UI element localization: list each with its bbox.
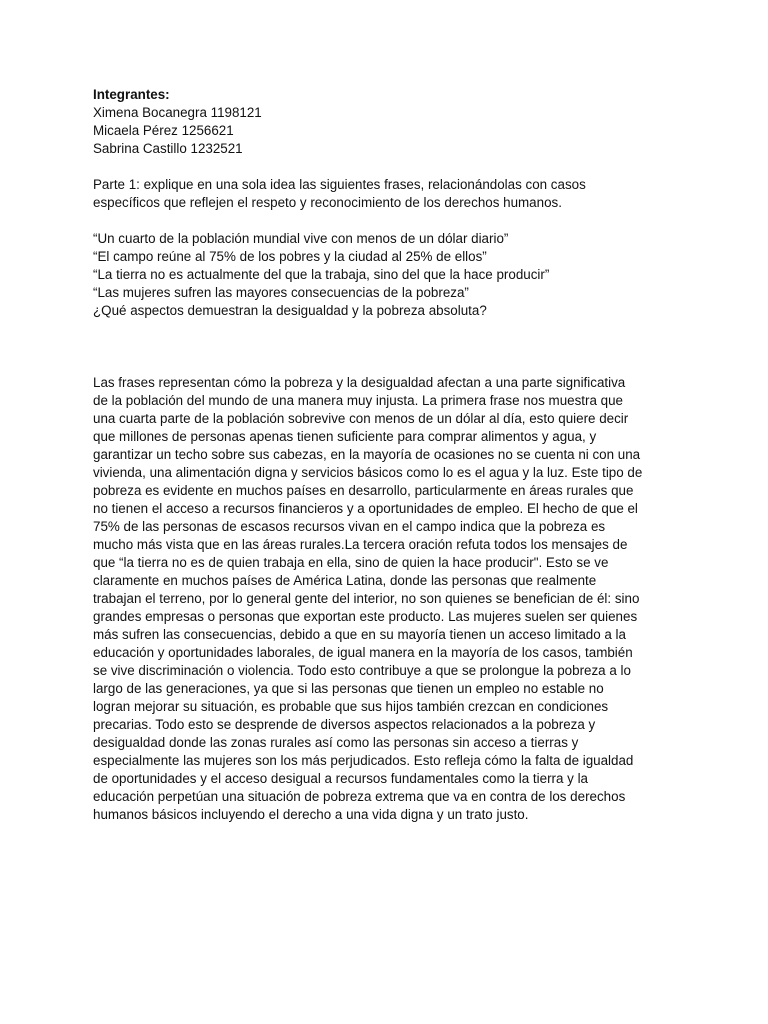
answer-line: grandes empresas o personas que exportan este producto. Las mujeres suelen ser quienes: [93, 609, 638, 624]
answer-line: se vive discriminación o violencia. Todo esto contribuye a que se prolongue la pobreza a lo: [93, 663, 631, 678]
spacer: [93, 158, 683, 176]
instructions-line: Parte 1: explique en una sola idea las siguientes frases, relacionándolas con casos: [93, 177, 586, 192]
answer-line: una cuarta parte de la población sobrevive con menos de un dólar al día, esto quiere decir: [93, 411, 629, 426]
members-heading: Integrantes:: [93, 87, 170, 102]
instructions-paragraph: [93, 176, 683, 212]
answer-line: desigualdad donde las zonas rurales así como las personas sin acceso a tierras y: [93, 735, 579, 750]
spacer: [93, 212, 683, 230]
answer-line: garantizar un techo sobre sus cabezas, en la mayoría de ocasiones no se cuenta ni con una: [93, 447, 641, 462]
answer-line: largo de las generaciones, ya que si las personas que tienen un empleo no estable no: [93, 681, 604, 696]
answer-line: más sufren las consecuencias, debido a que en su mayoría tienen un acceso limitado a la: [93, 627, 626, 642]
answer-line: vivienda, una alimentación digna y servicios básicos como lo es el agua y la luz. Este tipo de: [93, 465, 643, 480]
answer-line: Las frases representan cómo la pobreza y la desigualdad afectan a una parte significativa: [93, 375, 626, 390]
answer-line: de la población del mundo de una manera muy injusta. La primera frase nos muestra que: [93, 393, 623, 408]
answer-line: claramente en muchos países de América Latina, donde las personas que realmente: [93, 573, 597, 588]
member-name: Sabrina Castillo 1232521: [93, 141, 243, 156]
spacer: [93, 356, 683, 374]
answer-line: no tienen el acceso a recursos financieros y a oportunidades de empleo. El hecho de que el: [93, 501, 638, 516]
answer-line: pobreza es evidente en muchos países en desarrollo, particularmente en áreas rurales que: [93, 483, 634, 498]
members-section: [93, 86, 683, 158]
answer-paragraph: [93, 374, 683, 824]
answer-line: que millones de personas apenas tienen suficiente para comprar alimentos y agua, y: [93, 429, 597, 444]
answer-line: 75% de las personas de escasos recursos vivan en el campo indica que la pobreza es: [93, 519, 606, 534]
member-name: Micaela Pérez 1256621: [93, 123, 234, 138]
document-page: [93, 86, 683, 824]
question-line: ¿Qué aspectos demuestran la desigualdad y la pobreza absoluta?: [93, 303, 487, 318]
member-name: Ximena Bocanegra 1198121: [93, 105, 262, 120]
quote-line: “Un cuarto de la población mundial vive con menos de un dólar diario”: [93, 231, 509, 246]
quote-line: “Las mujeres sufren las mayores consecuencias de la pobreza”: [93, 285, 469, 300]
answer-line: de oportunidades y el acceso desigual a recursos fundamentales como la tierra y la: [93, 771, 588, 786]
answer-line: especialmente las mujeres son los más perjudicados. Esto refleja cómo la falta de igualdad: [93, 753, 634, 768]
instructions-line: específicos que reflejen el respeto y reconocimiento de los derechos humanos.: [93, 195, 562, 210]
answer-line: educación y oportunidades laborales, de igual manera en la mayoría de los casos, también: [93, 645, 633, 660]
answer-line: mucho más vista que en las áreas rurales.La tercera oración refuta todos los mensajes de: [93, 537, 628, 552]
answer-line: logran mejorar su situación, es probable que sus hijos también crezcan en condiciones: [93, 699, 609, 714]
answer-line: educación perpetúan una situación de pobreza extrema que va en contra de los derechos: [93, 789, 626, 804]
answer-line: trabajan el terreno, por lo general gente del interior, no son quienes se benefician de él: sino: [93, 591, 640, 606]
answer-line: precarias. Todo esto se desprende de diversos aspectos relacionados a la pobreza y: [93, 717, 596, 732]
quote-line: “La tierra no es actualmente del que la trabaja, sino del que la hace producir”: [93, 267, 550, 282]
answer-line: humanos básicos incluyendo el derecho a una vida digna y un trato justo.: [93, 807, 529, 822]
quotes-list: [93, 230, 683, 320]
quote-line: “El campo reúne al 75% de los pobres y la ciudad al 25% de ellos”: [93, 249, 487, 264]
answer-line: que “la tierra no es de quien trabaja en ella, sino de quien la hace producir". Esto se ve: [93, 555, 609, 570]
spacer: [93, 320, 683, 356]
